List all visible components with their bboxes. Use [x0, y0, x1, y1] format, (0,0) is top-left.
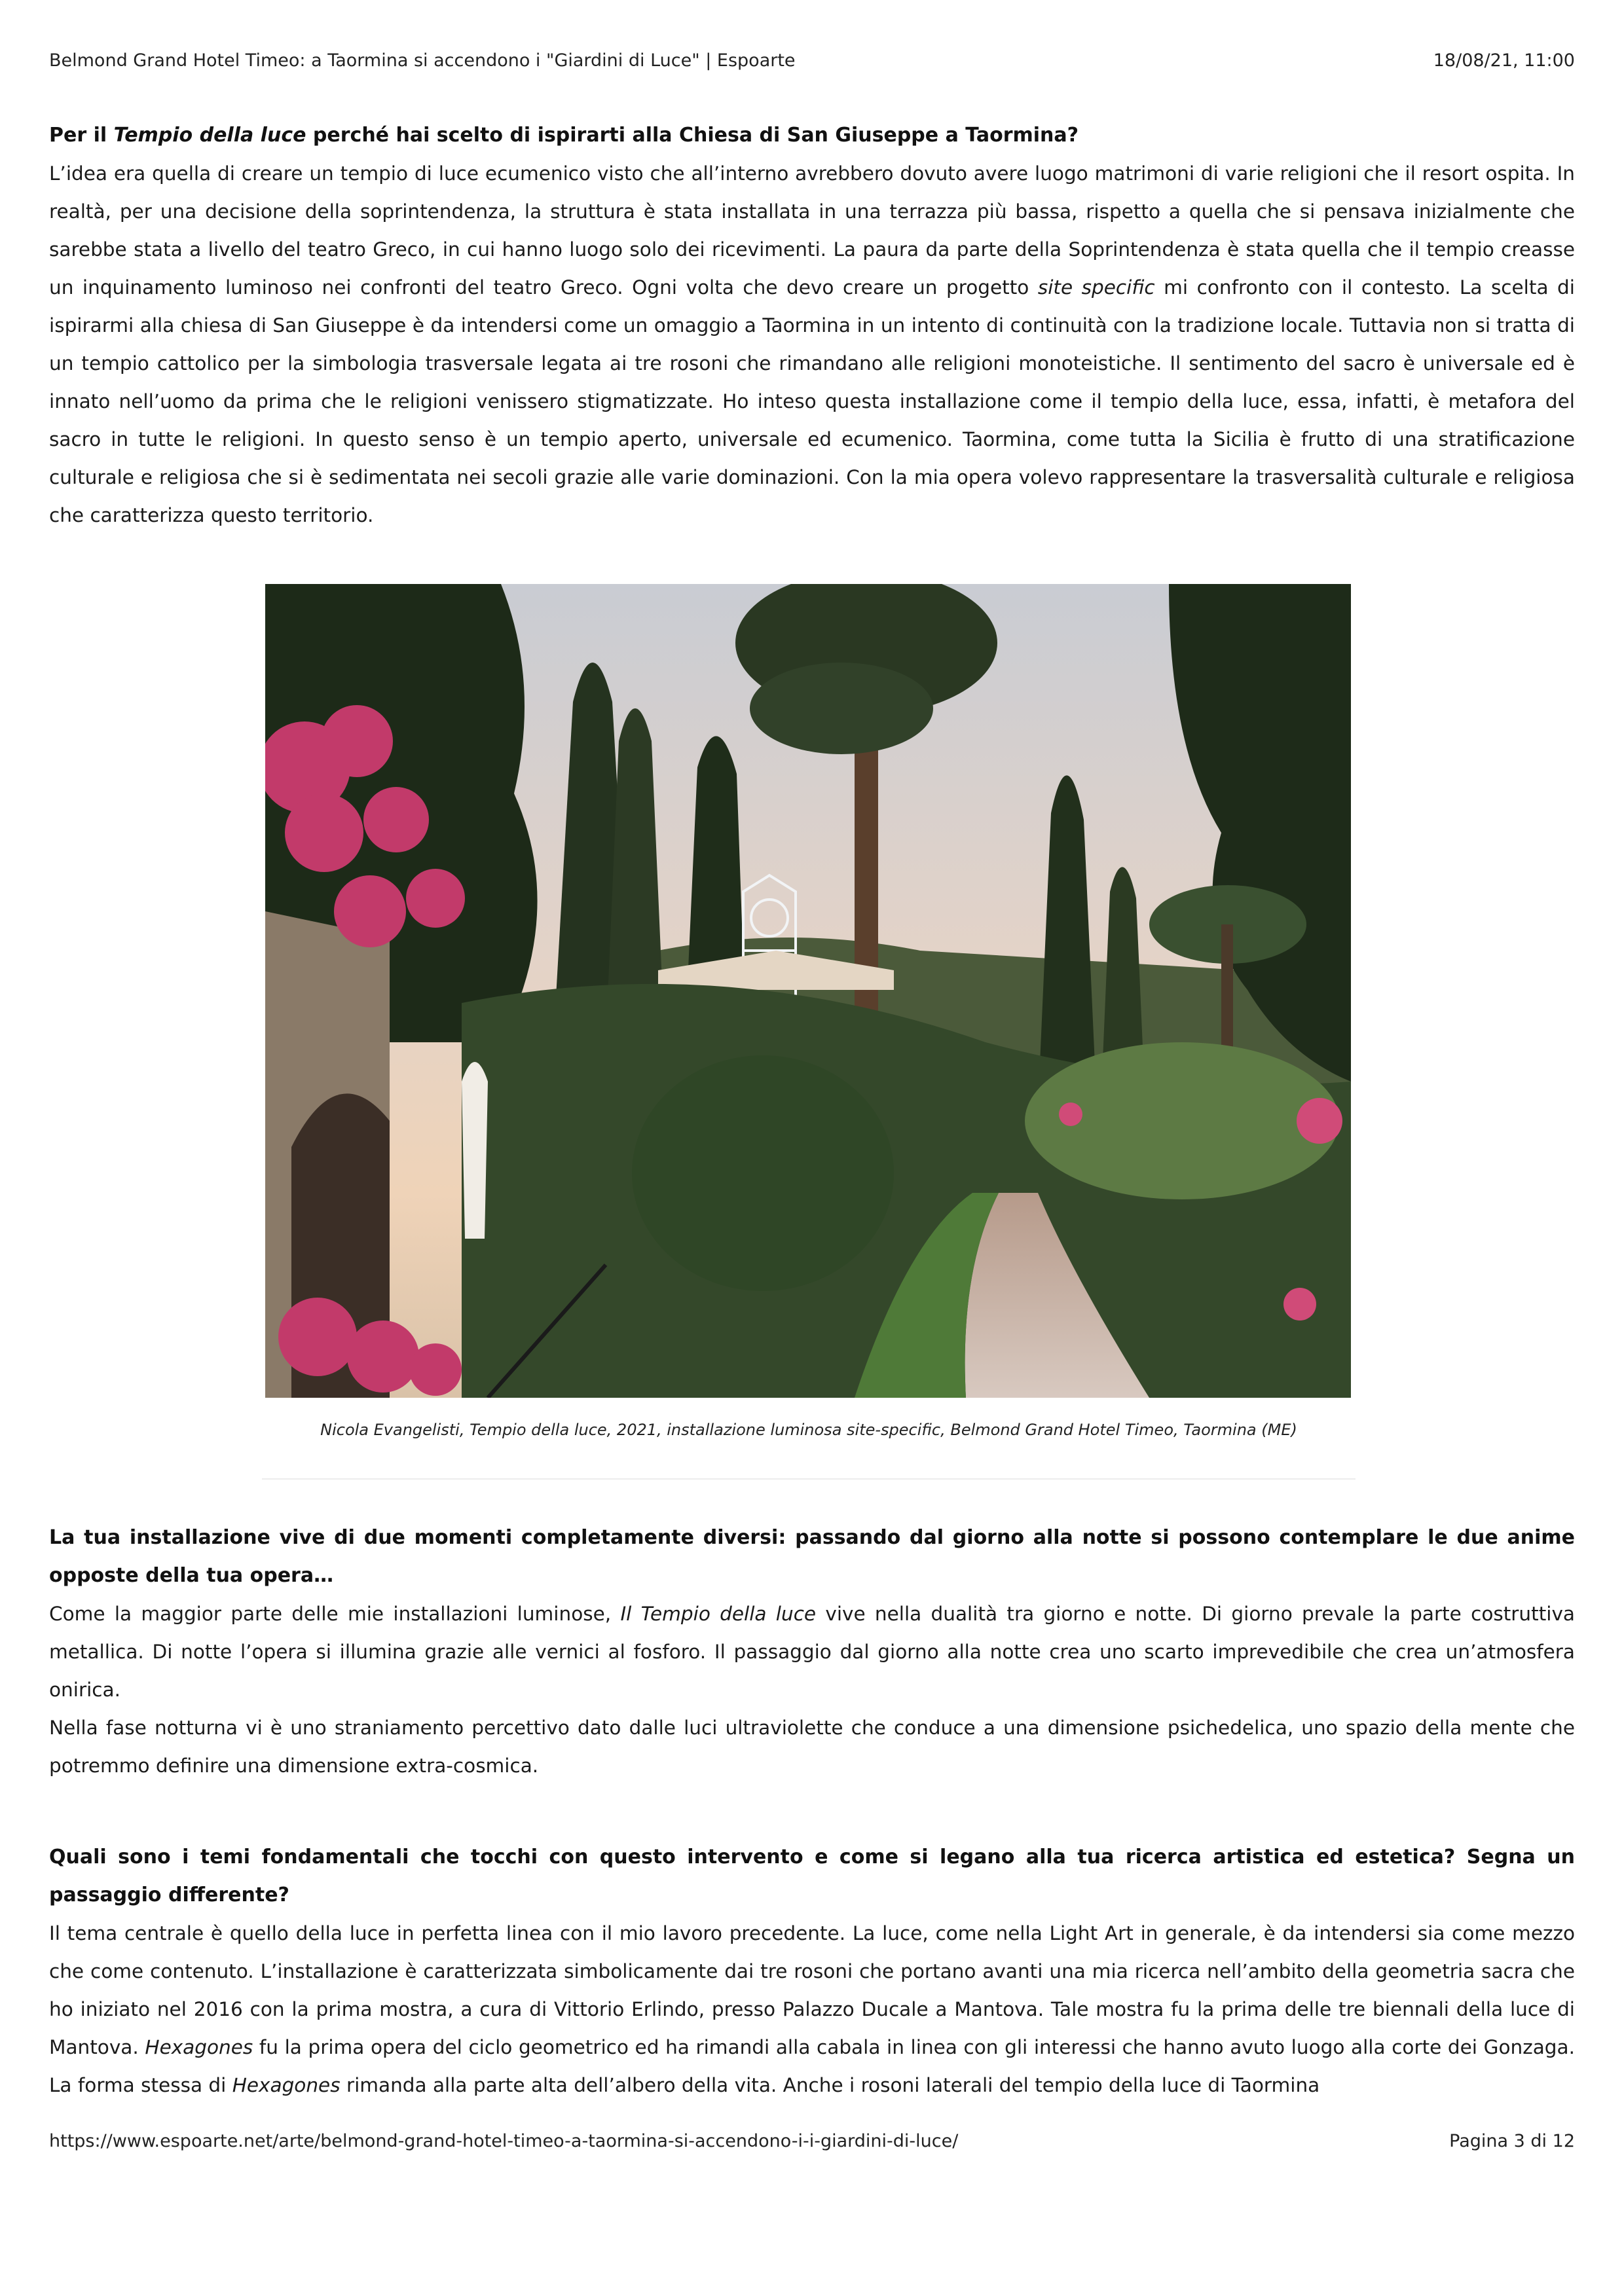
interview-question [49, 117, 1575, 155]
interview-answer [49, 1914, 1575, 2104]
print-datetime: 18/08/21, 11:00 [1433, 50, 1575, 71]
question-text: perché hai scelto di ispirarti alla Chiesa di San Giuseppe a Taormina? [306, 124, 1079, 147]
interview-answer: Nella fase notturna vi è uno straniamento percettivo dato dalle luci ultraviolette che conduce a una dimensione psichedelica, uno spazio della mente che potremmo definire una dimensione extra-cosmica. [49, 1717, 1575, 1777]
article-section-2 [49, 1519, 1575, 1785]
answer-text: rimanda alla parte alta dell’albero della vita. Anche i rosoni laterali del tempio della luce di Taormina [340, 2074, 1320, 2096]
document-title: Belmond Grand Hotel Timeo: a Taormina si accendono i "Giardini di Luce" | Espoarte [49, 50, 796, 71]
article-section-1 [49, 117, 1575, 534]
answer-text: mi confronto con il contesto. La scelta di ispirarmi alla chiesa di San Giuseppe è da intendersi come un omaggio a Taormina in un intento di continuità con la tradizione locale. Tuttavia non si tratta di un tempio cattolico per la simbologia trasversale legata ai tre rosoni che rimandano alle religioni monoteistiche. Il sentimento del sacro è universale ed è innato nell’uomo da prima che le religioni venissero stigmatizzate. Ho inteso questa installazione come il tempio della luce, essa, infatti, è metafora del sacro in tutte le religioni. In questo senso è un tempio aperto, universale ed ecumenico. Taormina, come tutta la Sicilia è frutto di una stratificazione culturale e religiosa che si è sedimentata nei secoli grazie alle varie dominazioni. Con la mia opera volevo rappresentare la trasversalità culturale e religiosa che caratterizza questo territorio. [49, 276, 1575, 526]
photo-caption: Nicola Evangelisti, Tempio della luce, 2021, installazione luminosa site-specific, Belmond Grand Hotel Timeo, Taormina (ME) [320, 1421, 1297, 1439]
answer-emphasis: Hexagones [145, 2036, 253, 2058]
answer-text: Come la maggior parte delle mie installazioni luminose, [49, 1603, 621, 1625]
answer-emphasis: Hexagones [232, 2074, 341, 2096]
question-emphasis: Tempio della luce [113, 124, 306, 147]
page-footer [49, 2128, 1575, 2154]
interview-answer [49, 155, 1575, 534]
article-photo [265, 584, 1351, 1398]
caption-divider [262, 1478, 1356, 1480]
question-text: Per il [49, 124, 114, 147]
source-url-link[interactable]: https://www.espoarte.net/arte/belmond-grand-hotel-timeo-a-taormina-si-accendono-i-i-giardini-di-luce/ [49, 2130, 959, 2151]
answer-text: Il tema centrale è quello della luce in perfetta linea con il mio lavoro precedente. La luce, come nella Light Art in generale, è da intendersi sia come mezzo che come contenuto. L’installazione è caratterizzata simbolicamente dai tre rosoni che portano avanti una mia ricerca nell’ambito della geometria sacra che ho iniziato nel 2016 con la prima mostra, a cura di Vittorio Erlindo, presso Palazzo Ducale a Mantova. Tale mostra fu la prima delle tre biennali della luce di Mantova. [49, 1922, 1575, 2058]
garden-photo-illustration [265, 584, 1351, 1398]
interview-question: Quali sono i temi fondamentali che tocchi con questo intervento e come si legano alla tua ricerca artistica ed estetica? Segna un passaggio differente? [49, 1846, 1575, 1906]
answer-text: fu la prima opera del ciclo geometrico ed ha rimandi alla cabala in linea con gli interessi che hanno avuto luogo alla corte dei Gonzaga. La forma stessa di [49, 2036, 1575, 2096]
interview-question: La tua installazione vive di due momenti completamente diversi: passando dal giorno alla notte si possono contemplare le due anime opposte della tua opera… [49, 1526, 1575, 1587]
interview-answer [49, 1595, 1575, 1709]
article-section-3 [49, 1838, 1575, 2104]
page-number: Pagina 3 di 12 [1449, 2130, 1575, 2151]
answer-emphasis: site specific [1037, 276, 1155, 299]
answer-text: L’idea era quella di creare un tempio di luce ecumenico visto che all’interno avrebbero dovuto avere luogo matrimoni di varie religioni che il resort ospita. In realtà, per una decisione della soprintendenza, la struttura è stata installata in una terrazza più bassa, rispetto a quella che si pensava inizialmente che sarebbe stata a livello del teatro Greco, in cui hanno luogo solo dei ricevimenti. La paura da parte della Soprintendenza è stata quella che il tempio creasse un inquinamento luminoso nei confronti del teatro Greco. Ogni volta che devo creare un progetto [49, 162, 1575, 299]
page-header [49, 47, 1575, 73]
answer-text: vive nella dualità tra giorno e notte. Di giorno prevale la parte costruttiva metallica. Di notte l’opera si illumina grazie alle vernici al fosforo. Il passaggio dal giorno alla notte crea uno scarto imprevedibile che crea un’atmosfera onirica. [49, 1603, 1575, 1701]
answer-emphasis: Il Tempio della luce [620, 1603, 817, 1625]
